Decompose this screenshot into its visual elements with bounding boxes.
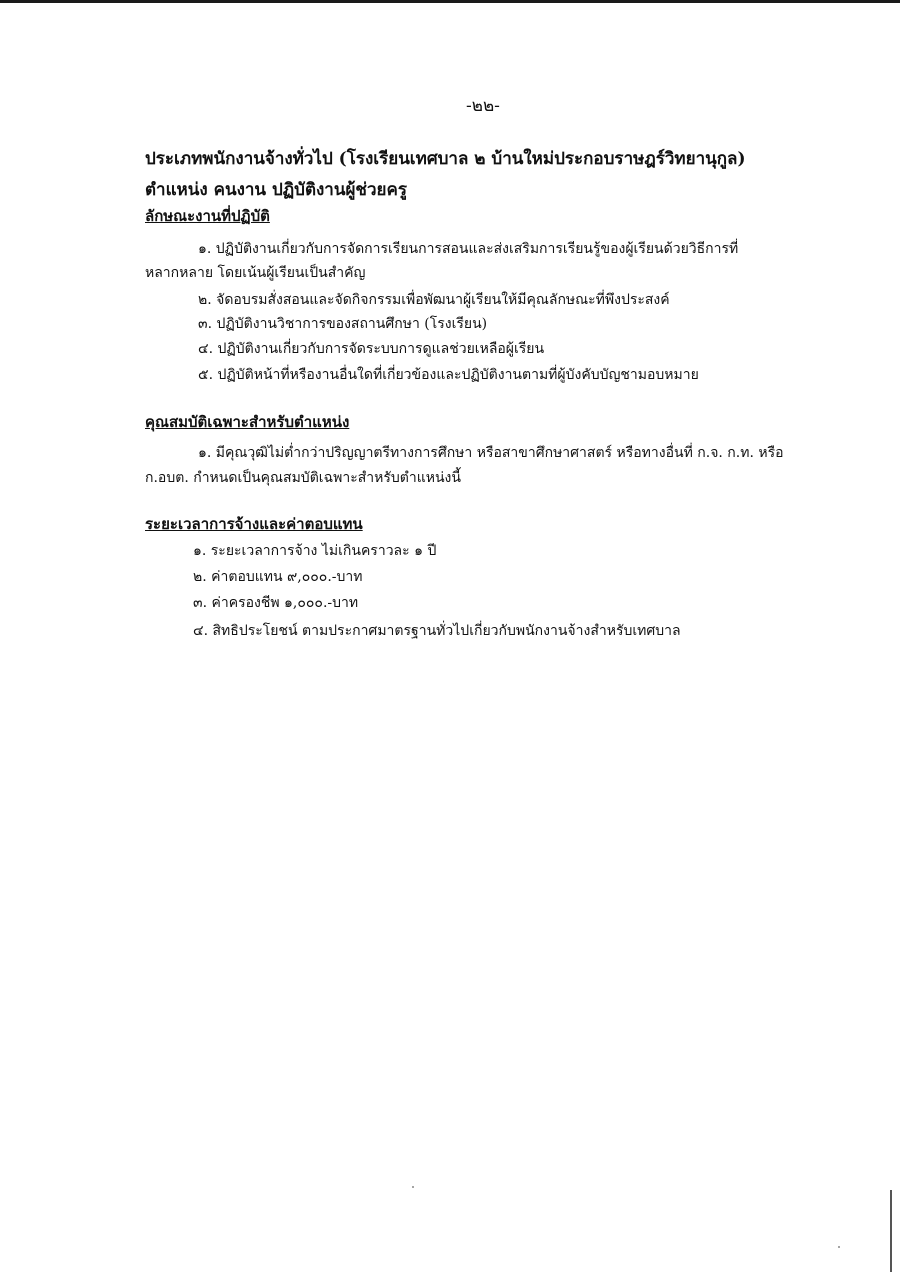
qualification-item-1: ๑. มีคุณวุฒิไม่ต่ำกว่าปริญญาตรีทางการศึกษา หรือสาขาศึกษาศาสตร์ หรือทางอื่นที่ ก.จ. ก.ท. หรือ <box>198 445 784 461</box>
duty-item-2: ๒. จัดอบรมสั่งสอนและจัดกิจกรรมเพื่อพัฒนาผู้เรียนให้มีคุณลักษณะที่พึงประสงค์ <box>198 292 670 308</box>
position-heading: ตำแหน่ง คนงาน ปฏิบัติงานผู้ช่วยครู <box>145 180 407 200</box>
scan-border-top <box>0 0 900 3</box>
employment-item-3: ๓. ค่าครองชีพ ๑,๐๐๐.-บาท <box>193 595 359 611</box>
duty-item-3: ๓. ปฏิบัติงานวิชาการของสถานศึกษา (โรงเรียน) <box>198 316 488 332</box>
duty-item-5: ๕. ปฏิบัติหน้าที่หรืองานอื่นใดที่เกี่ยวข้องและปฏิบัติงานตามที่ผู้บังคับบัญชามอบหมาย <box>198 367 699 383</box>
employee-type-heading: ประเภทพนักงานจ้างทั่วไป (โรงเรียนเทศบาล ๒ บ้านใหม่ประกอบราษฎร์วิทยานุกูล) <box>145 149 746 169</box>
employment-section-title: ระยะเวลาการจ้างและค่าตอบแทน <box>145 515 363 533</box>
duty-item-1: ๑. ปฏิบัติงานเกี่ยวกับการจัดการเรียนการสอนและส่งเสริมการเรียนรู้ของผู้เรียนด้วยวิธีการที่ <box>198 241 739 257</box>
scan-speck <box>412 1186 414 1188</box>
employment-item-4: ๔. สิทธิประโยชน์ ตามประกาศมาตรฐานทั่วไปเกี่ยวกับพนักงานจ้างสำหรับเทศบาล <box>193 623 681 639</box>
qualification-item-1-continued: ก.อบต. กำหนดเป็นคุณสมบัติเฉพาะสำหรับตำแหน่งนี้ <box>145 470 461 486</box>
duty-item-4: ๔. ปฏิบัติงานเกี่ยวกับการจัดระบบการดูแลช่วยเหลือผู้เรียน <box>198 341 545 357</box>
duty-item-1-continued: หลากหลาย โดยเน้นผู้เรียนเป็นสำคัญ <box>145 265 366 281</box>
page-number: -๒๒- <box>466 96 500 116</box>
scan-speck <box>838 1246 840 1248</box>
scan-border-right <box>890 1190 892 1272</box>
qualifications-section-title: คุณสมบัติเฉพาะสำหรับตำแหน่ง <box>145 413 350 431</box>
employment-item-1: ๑. ระยะเวลาการจ้าง ไม่เกินคราวละ ๑ ปี <box>193 543 437 559</box>
duties-section-title: ลักษณะงานที่ปฏิบัติ <box>145 207 270 225</box>
employment-item-2: ๒. ค่าตอบแทน ๙,๐๐๐.-บาท <box>193 569 363 585</box>
